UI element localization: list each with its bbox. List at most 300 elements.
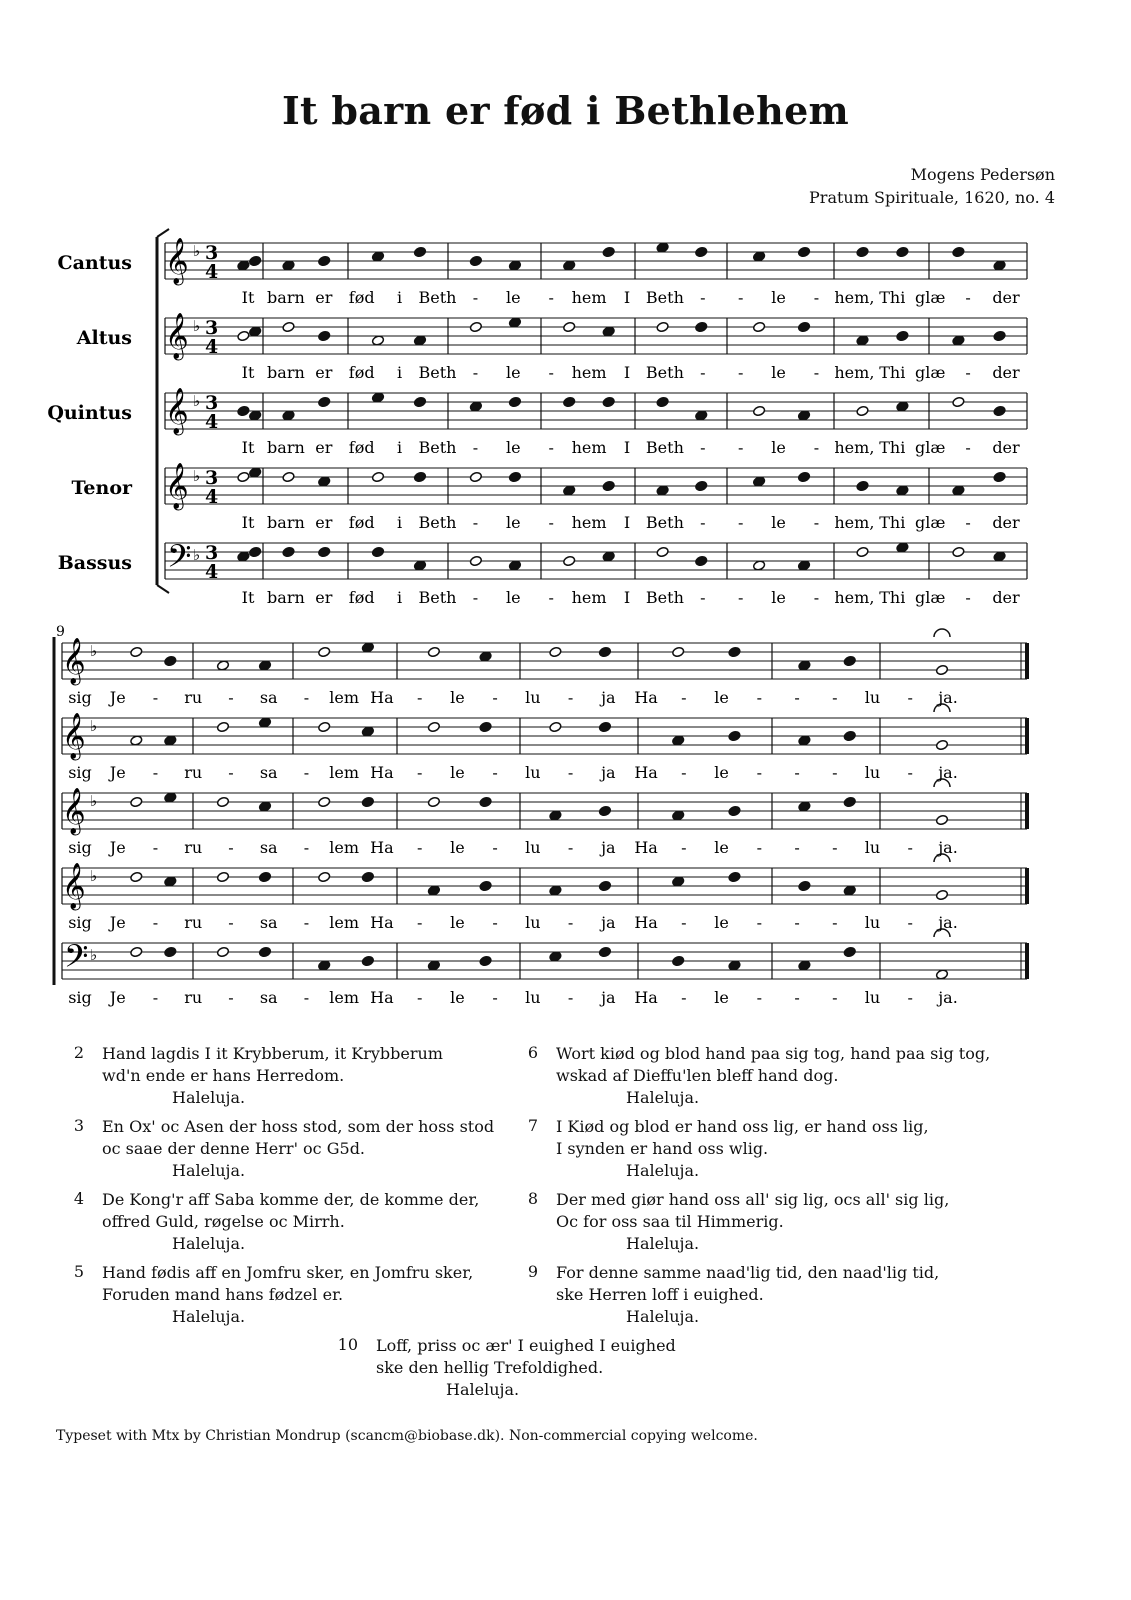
quarter-note xyxy=(798,960,811,971)
lyric-syllable: lu xyxy=(525,763,541,782)
quarter-note xyxy=(993,551,1006,562)
quarter-note xyxy=(469,401,482,412)
lyric-syllable: der xyxy=(992,513,1020,532)
quarter-note xyxy=(843,796,856,807)
lyric-syllable: hem, xyxy=(834,363,875,382)
lyric-syllable: - xyxy=(737,513,744,532)
lyric-syllable: - xyxy=(416,988,423,1007)
half-note xyxy=(318,721,331,732)
lyric-syllable: Je xyxy=(109,913,126,932)
time-signature-numerator: 3 xyxy=(205,392,219,414)
half-note xyxy=(935,739,948,750)
quarter-note xyxy=(856,246,869,257)
half-note xyxy=(935,814,948,825)
lyric-syllable: lu xyxy=(864,913,881,932)
lyric-syllable: - xyxy=(756,688,763,707)
lyric-syllable: ja. xyxy=(938,763,958,782)
verse-line: oc saae der denne Herr' oc G5d. xyxy=(102,1139,366,1158)
lyric-syllable: - xyxy=(813,588,820,607)
lyric-syllable: - xyxy=(472,438,479,457)
lyric-syllable: sig xyxy=(68,988,92,1007)
quarter-note xyxy=(695,410,708,421)
verse-line: Foruden mand hans fødzel er. xyxy=(102,1285,344,1304)
lyric-syllable: lu xyxy=(864,763,881,782)
lyric-syllable: - xyxy=(548,513,554,532)
lyric-syllable: le xyxy=(450,838,465,857)
quarter-note xyxy=(563,396,576,407)
key-flat: ♭ xyxy=(90,717,98,735)
half-note xyxy=(318,796,331,807)
half-note xyxy=(549,721,562,732)
verse-refrain: Haleluja. xyxy=(626,1161,700,1180)
half-note xyxy=(216,721,229,732)
lyric-syllable: - xyxy=(794,763,800,782)
lyric-syllable: hem, xyxy=(834,513,875,532)
lyric-syllable: - xyxy=(813,513,820,532)
lyric-syllable: I xyxy=(623,513,631,532)
lyric-syllable: - xyxy=(700,588,706,607)
half-note xyxy=(318,871,331,882)
quarter-note xyxy=(896,485,909,496)
lyric-syllable: ru xyxy=(184,688,203,707)
lyric-syllable: le xyxy=(714,838,729,857)
quarter-note xyxy=(798,321,811,332)
lyric-syllable: ja xyxy=(601,688,616,707)
verse-refrain: Haleluja. xyxy=(172,1307,246,1326)
lyric-syllable: hem, xyxy=(834,438,875,457)
quarter-note xyxy=(843,730,856,741)
lyric-syllable: sig xyxy=(68,688,92,707)
lyric-syllable: Beth xyxy=(418,513,457,532)
quarter-note xyxy=(602,246,615,257)
page-title: It barn er fød i Bethlehem xyxy=(281,88,850,133)
quarter-note xyxy=(896,401,909,412)
lyric-syllable: - xyxy=(907,913,913,932)
lyric-syllable: Ha xyxy=(634,913,658,932)
lyric-syllable: fød xyxy=(348,288,375,307)
quarter-note xyxy=(361,642,374,653)
lyric-syllable: Beth xyxy=(418,288,457,307)
half-note xyxy=(469,321,482,332)
key-flat: ♭ xyxy=(90,867,98,885)
half-note xyxy=(216,796,229,807)
voice-label-tenor: Tenor xyxy=(71,477,132,499)
lyric-syllable: Beth xyxy=(418,588,457,607)
time-signature-numerator: 3 xyxy=(205,542,219,564)
verse-number: 10 xyxy=(337,1335,358,1354)
quarter-note xyxy=(896,246,909,257)
quarter-note xyxy=(598,646,611,657)
lyric-syllable: - xyxy=(492,688,498,707)
lyric-syllable: I xyxy=(623,288,631,307)
lyric-syllable: sa xyxy=(259,688,278,707)
lyric-syllable: - xyxy=(832,988,838,1007)
quarter-note xyxy=(728,646,741,657)
verse-refrain: Haleluja. xyxy=(626,1234,700,1253)
half-note xyxy=(237,330,250,341)
lyric-syllable: le xyxy=(506,588,521,607)
quarter-note xyxy=(843,946,856,957)
half-note xyxy=(282,471,295,482)
lyric-syllable: - xyxy=(548,438,554,457)
quarter-note xyxy=(258,946,271,957)
lyric-syllable: - xyxy=(567,688,574,707)
lyric-syllable: - xyxy=(472,363,479,382)
lyric-syllable: hem xyxy=(571,438,607,457)
quarter-note xyxy=(371,392,384,403)
lyric-syllable: - xyxy=(813,288,820,307)
quarter-note xyxy=(479,955,492,966)
half-note xyxy=(371,471,384,482)
quarter-note xyxy=(249,546,262,557)
verse-refrain: Haleluja. xyxy=(172,1234,246,1253)
treble-clef: 𝄞 xyxy=(165,463,189,509)
lyric-syllable: sa xyxy=(259,838,278,857)
lyric-syllable: Thi xyxy=(879,288,906,307)
lyric-syllable: - xyxy=(152,913,159,932)
lyric-syllable: sa xyxy=(259,913,278,932)
quarter-note xyxy=(896,542,909,553)
quarter-note xyxy=(952,335,965,346)
verse-line: ske den hellig Trefoldighed. xyxy=(376,1358,604,1377)
lyric-syllable: - xyxy=(548,588,554,607)
lyric-syllable: Je xyxy=(109,688,126,707)
voice-label-cantus: Cantus xyxy=(57,252,132,274)
lyric-syllable: ja. xyxy=(938,988,958,1007)
lyric-syllable: - xyxy=(492,763,498,782)
lyric-syllable: - xyxy=(700,363,706,382)
lyric-syllable: fød xyxy=(348,513,375,532)
lyric-syllable: le xyxy=(450,688,465,707)
half-note xyxy=(371,335,384,346)
lyric-syllable: der xyxy=(992,363,1020,382)
quarter-note xyxy=(413,471,426,482)
lyric-syllable: lu xyxy=(525,838,541,857)
lyric-syllable: lu xyxy=(864,988,881,1007)
quarter-note xyxy=(798,880,811,891)
half-note xyxy=(130,796,143,807)
quarter-note xyxy=(413,246,426,257)
quarter-note xyxy=(896,330,909,341)
lyric-syllable: - xyxy=(681,988,687,1007)
quarter-note xyxy=(413,560,426,571)
quarter-note xyxy=(508,396,521,407)
quarter-note xyxy=(598,805,611,816)
verse-line: Wort kiød og blod hand paa sig tog, hand paa sig tog, xyxy=(556,1044,991,1063)
quarter-note xyxy=(856,335,869,346)
lyric-syllable: sa xyxy=(259,763,278,782)
quarter-note xyxy=(164,735,177,746)
quarter-note xyxy=(508,471,521,482)
half-note xyxy=(952,546,965,557)
quarter-note xyxy=(728,871,741,882)
half-note xyxy=(935,664,948,675)
verse-number: 2 xyxy=(73,1043,84,1062)
source-reference: Pratum Spirituale, 1620, no. 4 xyxy=(809,188,1055,207)
lyric-syllable: I xyxy=(623,363,631,382)
lyric-syllable: le xyxy=(714,763,729,782)
lyric-syllable: - xyxy=(567,763,574,782)
quarter-note xyxy=(469,255,482,266)
lyric-syllable: - xyxy=(700,438,706,457)
quarter-note xyxy=(361,955,374,966)
lyric-syllable: - xyxy=(152,763,159,782)
lyric-syllable: - xyxy=(681,913,687,932)
time-signature-denominator: 4 xyxy=(205,561,219,583)
half-note xyxy=(216,660,229,671)
time-signature-denominator: 4 xyxy=(205,261,219,283)
quarter-note xyxy=(952,246,965,257)
lyric-syllable: le xyxy=(714,913,729,932)
bass-clef: 𝄢 xyxy=(64,938,89,982)
lyric-syllable: - xyxy=(152,988,159,1007)
lyric-syllable: le xyxy=(506,288,521,307)
lyric-syllable: ja xyxy=(601,988,616,1007)
quarter-note xyxy=(249,467,262,478)
verse-line: wskad af Dieffu'len bleff hand dog. xyxy=(556,1066,839,1085)
lyric-syllable: Thi xyxy=(879,588,906,607)
quarter-note xyxy=(258,660,271,671)
lyric-syllable: er xyxy=(315,288,333,307)
quarter-note xyxy=(549,885,562,896)
lyric-syllable: ja. xyxy=(938,838,958,857)
verse-number: 9 xyxy=(527,1262,538,1281)
time-signature-denominator: 4 xyxy=(205,336,219,358)
half-note xyxy=(753,560,766,571)
quarter-note xyxy=(318,330,331,341)
quarter-note xyxy=(672,955,685,966)
half-note xyxy=(935,889,948,900)
lyric-syllable: - xyxy=(567,913,574,932)
quarter-note xyxy=(549,951,562,962)
lyric-syllable: I xyxy=(623,438,631,457)
half-note xyxy=(563,555,576,566)
lyric-syllable: lem xyxy=(329,988,360,1007)
treble-clef: 𝄞 xyxy=(165,313,189,359)
lyric-syllable: ja. xyxy=(938,913,958,932)
lyric-syllable: - xyxy=(567,988,574,1007)
measure-number: 9 xyxy=(56,624,65,640)
treble-clef: 𝄞 xyxy=(62,863,86,909)
lyric-syllable: - xyxy=(756,988,763,1007)
lyric-syllable: ru xyxy=(184,838,203,857)
lyric-syllable: - xyxy=(681,763,687,782)
quarter-note xyxy=(753,476,766,487)
verse-line: wd'n ende er hans Herredom. xyxy=(102,1066,345,1085)
lyric-syllable: sa xyxy=(259,988,278,1007)
lyric-syllable: hem xyxy=(571,288,607,307)
quarter-note xyxy=(549,810,562,821)
voice-label-altus: Altus xyxy=(76,327,132,349)
quarter-note xyxy=(508,560,521,571)
quarter-note xyxy=(318,396,331,407)
lyric-syllable: ja xyxy=(601,913,616,932)
time-signature-denominator: 4 xyxy=(205,486,219,508)
quarter-note xyxy=(602,551,615,562)
quarter-note xyxy=(856,480,869,491)
quarter-note xyxy=(508,260,521,271)
lyric-syllable: - xyxy=(303,913,310,932)
lyric-syllable: ja. xyxy=(938,688,958,707)
lyric-syllable: i xyxy=(397,588,403,607)
lyric-syllable: - xyxy=(492,838,498,857)
verse-line: I synden er hand oss wlig. xyxy=(556,1139,769,1158)
lyric-syllable: er xyxy=(315,588,333,607)
quarter-note xyxy=(993,471,1006,482)
quarter-note xyxy=(993,405,1006,416)
lyric-syllable: sig xyxy=(68,913,92,932)
bracket-top xyxy=(157,229,169,237)
lyric-syllable: le xyxy=(506,513,521,532)
bass-clef: 𝄢 xyxy=(167,538,192,582)
lyric-syllable: er xyxy=(315,438,333,457)
lyric-syllable: barn xyxy=(267,363,305,382)
verse-number: 3 xyxy=(73,1116,84,1135)
treble-clef: 𝄞 xyxy=(165,388,189,434)
lyric-syllable: Beth xyxy=(418,363,457,382)
quarter-note xyxy=(371,546,384,557)
quarter-note xyxy=(798,560,811,571)
quarter-note xyxy=(598,721,611,732)
half-note xyxy=(753,405,766,416)
lyric-syllable: - xyxy=(303,688,310,707)
lyric-syllable: Ha xyxy=(370,763,394,782)
half-note xyxy=(237,471,250,482)
lyric-syllable: - xyxy=(548,288,554,307)
quarter-note xyxy=(427,960,440,971)
half-note xyxy=(935,969,948,980)
lyric-syllable: hem xyxy=(571,588,607,607)
lyric-syllable: - xyxy=(737,588,744,607)
lyric-syllable: - xyxy=(737,288,744,307)
lyric-syllable: - xyxy=(965,513,971,532)
lyric-syllable: Beth xyxy=(645,288,684,307)
verse-number: 7 xyxy=(527,1116,538,1135)
verse-number: 8 xyxy=(527,1189,538,1208)
half-note xyxy=(130,646,143,657)
lyric-syllable: lu xyxy=(525,688,541,707)
time-signature-numerator: 3 xyxy=(205,242,219,264)
quarter-note xyxy=(237,260,250,271)
quarter-note xyxy=(164,792,177,803)
treble-clef: 𝄞 xyxy=(62,713,86,759)
lyric-syllable: lu xyxy=(525,988,541,1007)
lyric-syllable: - xyxy=(567,838,574,857)
lyric-syllable: i xyxy=(397,363,403,382)
half-note xyxy=(427,796,440,807)
lyric-syllable: Je xyxy=(109,763,126,782)
quarter-note xyxy=(656,396,669,407)
lyric-syllable: Ha xyxy=(634,688,658,707)
lyric-syllable: - xyxy=(416,838,423,857)
lyric-syllable: er xyxy=(315,513,333,532)
quarter-note xyxy=(164,876,177,887)
lyric-syllable: ru xyxy=(184,913,203,932)
lyric-syllable: le xyxy=(771,513,786,532)
lyric-syllable: sig xyxy=(68,838,92,857)
lyric-syllable: It xyxy=(241,288,255,307)
half-note xyxy=(549,646,562,657)
lyric-syllable: I xyxy=(623,588,631,607)
half-note xyxy=(216,871,229,882)
lyric-syllable: le xyxy=(450,913,465,932)
lyric-syllable: Ha xyxy=(370,688,394,707)
verse-refrain: Haleluja. xyxy=(626,1088,700,1107)
lyric-syllable: - xyxy=(228,688,234,707)
lyric-syllable: le xyxy=(771,363,786,382)
lyric-syllable: - xyxy=(832,763,838,782)
half-note xyxy=(753,321,766,332)
lyric-syllable: lu xyxy=(864,688,881,707)
half-note xyxy=(318,646,331,657)
verse-line: For denne samme naad'lig tid, den naad'lig tid, xyxy=(556,1263,940,1282)
quarter-note xyxy=(952,485,965,496)
voice-label-bassus: Bassus xyxy=(57,552,132,574)
verse-line: Loff, priss oc ær' I euighed I euighed xyxy=(376,1336,676,1355)
lyric-syllable: - xyxy=(756,838,763,857)
half-note xyxy=(656,321,669,332)
verse-line: Oc for oss saa til Himmerig. xyxy=(556,1212,784,1231)
treble-clef: 𝄞 xyxy=(62,638,86,684)
lyric-syllable: barn xyxy=(267,288,305,307)
verse-refrain: Haleluja. xyxy=(446,1380,520,1399)
lyric-syllable: Ha xyxy=(634,988,658,1007)
lyric-syllable: - xyxy=(756,913,763,932)
lyric-syllable: - xyxy=(681,688,687,707)
quarter-note xyxy=(563,485,576,496)
lyric-syllable: le xyxy=(506,363,521,382)
quarter-note xyxy=(164,946,177,957)
lyric-syllable: - xyxy=(794,688,800,707)
lyric-syllable: - xyxy=(832,913,838,932)
lyric-syllable: barn xyxy=(267,588,305,607)
lyric-syllable: Beth xyxy=(645,513,684,532)
half-note xyxy=(427,721,440,732)
key-flat: ♭ xyxy=(90,792,98,810)
lyric-syllable: - xyxy=(794,838,800,857)
key-flat: ♭ xyxy=(193,546,201,564)
quarter-note xyxy=(598,880,611,891)
lyric-syllable: - xyxy=(907,688,913,707)
lyric-syllable: - xyxy=(228,838,234,857)
verse-refrain: Haleluja. xyxy=(172,1088,246,1107)
lyric-syllable: Beth xyxy=(418,438,457,457)
quarter-note xyxy=(361,796,374,807)
quarter-note xyxy=(249,255,262,266)
key-flat: ♭ xyxy=(193,242,201,260)
verse-refrain: Haleluja. xyxy=(626,1307,700,1326)
verse-line: Hand fødis aff en Jomfru sker, en Jomfru sker, xyxy=(102,1263,474,1282)
lyric-syllable: le xyxy=(771,588,786,607)
quarter-note xyxy=(598,946,611,957)
voice-label-quintus: Quintus xyxy=(47,402,132,424)
lyric-syllable: - xyxy=(756,763,763,782)
lyric-syllable: fød xyxy=(348,588,375,607)
lyric-syllable: It xyxy=(241,513,255,532)
half-note xyxy=(427,646,440,657)
quarter-note xyxy=(695,555,708,566)
quarter-note xyxy=(993,260,1006,271)
verse-line: De Kong'r aff Saba komme der, de komme der, xyxy=(102,1190,480,1209)
half-note xyxy=(282,321,295,332)
lyric-syllable: lem xyxy=(329,838,360,857)
lyric-syllable: le xyxy=(714,988,729,1007)
half-note xyxy=(130,871,143,882)
quarter-note xyxy=(258,801,271,812)
lyric-syllable: Beth xyxy=(645,588,684,607)
lyric-syllable: - xyxy=(492,913,498,932)
lyric-syllable: - xyxy=(228,988,234,1007)
